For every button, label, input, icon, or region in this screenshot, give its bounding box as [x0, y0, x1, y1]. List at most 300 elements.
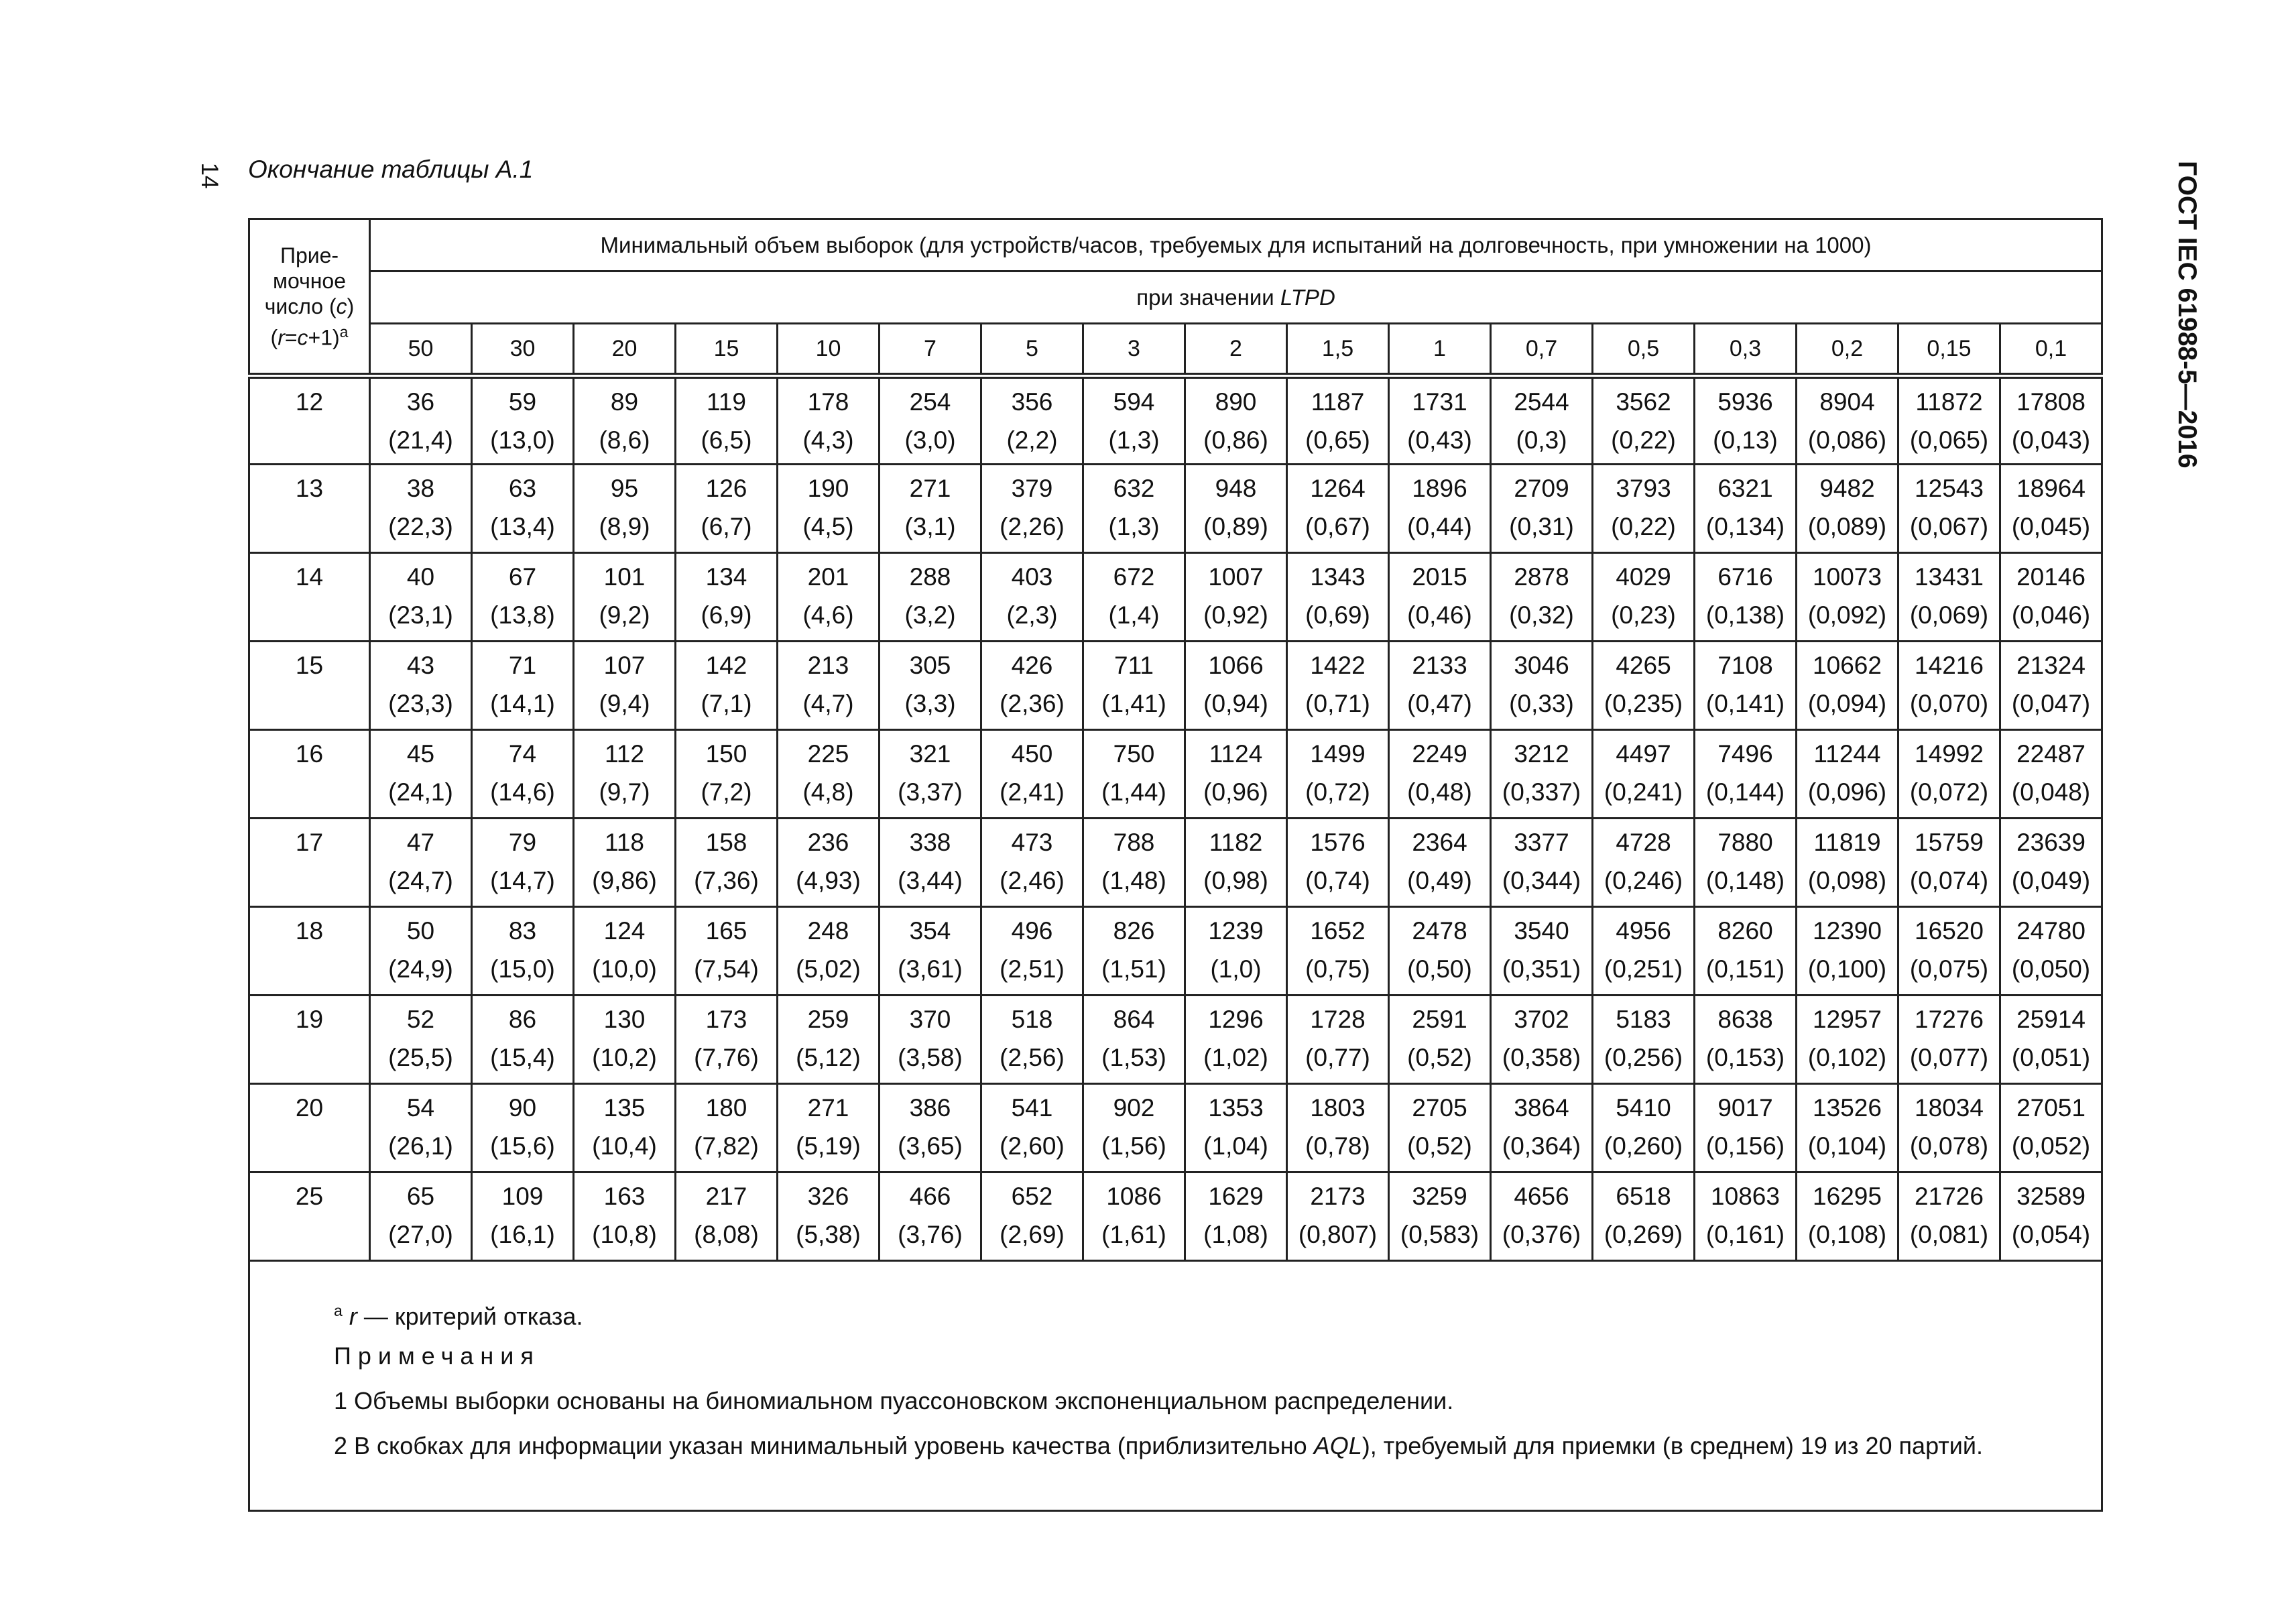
acceptance-number-cell: 16: [249, 730, 370, 819]
aql-value: (2,69): [1000, 1221, 1065, 1248]
aql-value: (0,078): [1909, 1132, 1989, 1160]
aql-value: (0,351): [1502, 955, 1581, 983]
sample-size-cell: [574, 730, 676, 819]
aql-value: (0,22): [1611, 513, 1676, 540]
aql-value: (0,047): [2011, 690, 2091, 717]
aql-value: (23,3): [388, 690, 453, 717]
sample-size-cell: [574, 642, 676, 730]
sample-size-cell: [574, 465, 676, 553]
sample-size-cell: [1898, 376, 2000, 465]
aql-value: (8,6): [599, 426, 650, 454]
sample-size-cell: [778, 1084, 880, 1173]
sample-size-value: 16295: [1813, 1183, 1882, 1210]
acceptance-number-cell: 15: [249, 642, 370, 730]
aql-value: (7,54): [694, 955, 759, 983]
sample-size-cell: [778, 1173, 880, 1261]
ltpd-value-header: 0,7: [1491, 324, 1593, 376]
sample-size-cell: [676, 819, 778, 907]
sample-size-cell: [370, 996, 472, 1084]
note-2: 2 В скобках для информации указан минимальный уровень качества (приблизительно AQL), требуемый для приемки (в среднем) 19 из 20 партий.: [334, 1432, 1984, 1459]
sample-size-cell: [981, 1173, 1083, 1261]
aql-value: (0,807): [1298, 1221, 1378, 1248]
sample-size-cell: [981, 642, 1083, 730]
aql-value: (0,77): [1305, 1044, 1370, 1071]
sample-size-value: 2591: [1412, 1006, 1467, 1033]
sample-size-value: 403: [1011, 563, 1053, 591]
aql-value: (4,93): [796, 867, 861, 894]
sample-size-cell: [880, 642, 981, 730]
sample-size-cell: [1287, 819, 1389, 907]
sample-size-cell: [1797, 730, 1898, 819]
sample-size-value: 3259: [1412, 1183, 1467, 1210]
aql-value: (21,4): [388, 426, 453, 454]
sample-size-cell: [472, 376, 574, 465]
sample-size-value: 10662: [1813, 652, 1882, 679]
aql-value: (22,3): [388, 513, 453, 540]
sample-size-cell: [778, 996, 880, 1084]
sample-size-value: 14992: [1915, 740, 1984, 768]
aql-value: (1,61): [1101, 1221, 1166, 1248]
sample-size-cell: [676, 465, 778, 553]
acceptance-number-cell: 17: [249, 819, 370, 907]
sample-size-value: 326: [807, 1183, 849, 1210]
sample-size-value: 6716: [1717, 563, 1773, 591]
sample-size-value: 109: [501, 1183, 544, 1210]
aql-value: (1,3): [1108, 513, 1160, 540]
aql-value: (0,31): [1509, 513, 1574, 540]
sample-size-cell: [1898, 1084, 2000, 1173]
sample-size-value: 24780: [2016, 917, 2086, 945]
sample-size-cell: [370, 376, 472, 465]
aql-value: (1,3): [1108, 426, 1160, 454]
page-number: 14: [196, 162, 223, 189]
ltpd-value-header: 5: [981, 324, 1083, 376]
sample-size-value: 2015: [1412, 563, 1467, 591]
sample-size-value: 38: [406, 475, 435, 502]
aql-value: (6,5): [701, 426, 752, 454]
ltpd-value-header: 1: [1389, 324, 1491, 376]
sample-size-value: 1728: [1310, 1006, 1366, 1033]
sample-size-cell: [1185, 996, 1287, 1084]
aql-value: (14,7): [490, 867, 555, 894]
aql-value: (0,52): [1407, 1044, 1472, 1071]
aql-value: (4,3): [802, 426, 854, 454]
aql-value: (0,44): [1407, 513, 1472, 540]
sample-size-value: 86: [508, 1006, 537, 1033]
sample-size-value: 101: [603, 563, 646, 591]
sample-size-value: 1066: [1208, 652, 1264, 679]
aql-value: (2,41): [1000, 778, 1065, 806]
sample-size-cell: [676, 1173, 778, 1261]
aql-value: (5,19): [796, 1132, 861, 1160]
sample-size-cell: [1491, 996, 1593, 1084]
sample-size-value: 36: [406, 388, 435, 416]
sample-size-value: 496: [1011, 917, 1053, 945]
sample-size-value: 2709: [1514, 475, 1569, 502]
aql-value: (0,046): [2011, 601, 2091, 629]
sample-size-cell: [1083, 465, 1185, 553]
aql-value: (0,92): [1203, 601, 1268, 629]
sample-size-cell: [2000, 1084, 2102, 1173]
sample-size-cell: [1695, 1173, 1797, 1261]
aql-value: (0,086): [1807, 426, 1887, 454]
sample-size-value: 10863: [1711, 1183, 1780, 1210]
table-row: [249, 730, 2102, 819]
aql-value: (8,9): [599, 513, 650, 540]
aql-value: (0,22): [1611, 426, 1676, 454]
aql-value: (0,583): [1400, 1221, 1479, 1248]
aql-value: (0,043): [2011, 426, 2091, 454]
aql-value: (4,8): [802, 778, 854, 806]
sample-size-cell: [1287, 465, 1389, 553]
aql-value: (4,6): [802, 601, 854, 629]
table-row: [249, 1173, 2102, 1261]
ltpd-subheader: при значении LTPD: [370, 272, 2102, 324]
aql-value: (0,151): [1705, 955, 1785, 983]
sample-size-cell: [1083, 642, 1185, 730]
sample-size-value: 12957: [1813, 1006, 1882, 1033]
aql-value: (5,38): [796, 1221, 861, 1248]
sample-size-cell: [1695, 819, 1797, 907]
aql-value: (0,108): [1807, 1221, 1887, 1248]
aql-value: (0,260): [1604, 1132, 1683, 1160]
footnote-a: $^a$ r — критерий отказа.: [334, 1302, 583, 1330]
sample-size-value: 118: [605, 829, 644, 856]
sample-size-value: 305: [909, 652, 951, 679]
sample-size-value: 20146: [2016, 563, 2086, 591]
aql-value: (0,072): [1909, 778, 1989, 806]
sample-size-value: 271: [909, 475, 951, 502]
sample-size-value: 3702: [1514, 1006, 1569, 1033]
sample-size-cell: [1389, 907, 1491, 996]
note-1: 1 Объемы выборки основаны на биномиальном пуассоновском экспоненциальном распределении.: [334, 1387, 1454, 1415]
aql-value: (0,096): [1807, 778, 1887, 806]
sample-size-value: 9017: [1717, 1094, 1773, 1122]
sample-size-cell: [1695, 996, 1797, 1084]
sample-size-cell: [370, 465, 472, 553]
sample-size-cell: [880, 907, 981, 996]
sample-size-value: 338: [909, 829, 951, 856]
sample-size-value: 8638: [1717, 1006, 1773, 1033]
sample-size-cell: [1898, 819, 2000, 907]
sample-size-cell: [1185, 1084, 1287, 1173]
aql-value: (0,104): [1807, 1132, 1887, 1160]
sample-size-cell: [472, 819, 574, 907]
sample-size-value: 65: [406, 1183, 435, 1210]
sample-size-cell: [574, 996, 676, 1084]
sample-size-value: 3377: [1514, 829, 1569, 856]
sample-size-value: 89: [610, 388, 639, 416]
sample-size-cell: [574, 376, 676, 465]
aql-value: (2,3): [1006, 601, 1058, 629]
sample-size-value: 178: [807, 388, 849, 416]
sample-size-cell: [1491, 907, 1593, 996]
sample-size-value: 7108: [1717, 652, 1773, 679]
sample-size-cell: [574, 1173, 676, 1261]
sample-size-value: 5936: [1717, 388, 1773, 416]
sample-size-cell: [1083, 1173, 1185, 1261]
sample-size-cell: [1287, 1084, 1389, 1173]
sample-size-cell: [1389, 996, 1491, 1084]
sample-size-value: 2364: [1412, 829, 1467, 856]
sample-size-value: 67: [508, 563, 537, 591]
aql-value: (10,4): [592, 1132, 657, 1160]
sample-size-value: 201: [807, 563, 849, 591]
aql-value: (0,65): [1305, 426, 1370, 454]
sample-size-value: 386: [909, 1094, 951, 1122]
sample-size-value: 10073: [1813, 563, 1882, 591]
sample-size-cell: [1389, 730, 1491, 819]
sample-size-cell: [1389, 465, 1491, 553]
aql-value: (0,256): [1604, 1044, 1683, 1071]
sample-size-cell: [1185, 553, 1287, 642]
sample-size-cell: [1797, 996, 1898, 1084]
aql-value: (7,36): [694, 867, 759, 894]
sample-size-cell: [778, 819, 880, 907]
sample-size-cell: [1083, 996, 1185, 1084]
sample-size-value: 79: [508, 829, 537, 856]
sample-size-value: 71: [508, 652, 537, 679]
sample-size-cell: [2000, 553, 2102, 642]
sample-size-cell: [1287, 996, 1389, 1084]
sample-size-cell: [574, 553, 676, 642]
aql-value: (0,48): [1407, 778, 1472, 806]
sample-size-cell: [2000, 642, 2102, 730]
sample-size-value: 13431: [1915, 563, 1984, 591]
sample-size-value: 27051: [2016, 1094, 2086, 1122]
sample-size-value: 32589: [2016, 1183, 2086, 1210]
aql-value: (3,61): [898, 955, 963, 983]
aql-value: (15,6): [490, 1132, 555, 1160]
sample-size-cell: [1389, 1173, 1491, 1261]
sample-size-cell: [1491, 1173, 1593, 1261]
aql-value: (13,4): [490, 513, 555, 540]
acceptance-number-cell: 19: [249, 996, 370, 1084]
ltpd-value-header: 50: [370, 324, 472, 376]
sample-size-cell: [1898, 642, 2000, 730]
sample-size-cell: [1287, 907, 1389, 996]
aql-value: (25,5): [388, 1044, 453, 1071]
aql-value: (0,337): [1502, 778, 1581, 806]
sample-size-cell: [1185, 465, 1287, 553]
aql-value: (0,138): [1705, 601, 1785, 629]
sample-size-cell: [1695, 730, 1797, 819]
sample-size-cell: [1593, 1173, 1695, 1261]
aql-value: (1,0): [1210, 955, 1262, 983]
ltpd-value-header: 10: [778, 324, 880, 376]
sample-size-cell: [1185, 376, 1287, 465]
ltpd-value-header: 0,3: [1695, 324, 1797, 376]
sample-size-value: 254: [909, 388, 951, 416]
sample-size-cell: [778, 465, 880, 553]
sample-size-value: 1499: [1310, 740, 1366, 768]
sample-size-cell: [1491, 1084, 1593, 1173]
sample-size-cell: [472, 553, 574, 642]
sample-size-cell: [880, 1173, 981, 1261]
sample-size-cell: [1491, 376, 1593, 465]
aql-value: (2,2): [1006, 426, 1058, 454]
sample-size-cell: [880, 553, 981, 642]
sample-size-value: 180: [705, 1094, 747, 1122]
sample-size-value: 356: [1011, 388, 1053, 416]
sample-size-value: 3793: [1616, 475, 1671, 502]
sample-size-value: 7880: [1717, 829, 1773, 856]
aql-value: (0,52): [1407, 1132, 1472, 1160]
aql-value: (2,60): [1000, 1132, 1065, 1160]
ltpd-values-row: [249, 324, 2102, 376]
aql-value: (0,077): [1909, 1044, 1989, 1071]
sample-size-cell: [778, 642, 880, 730]
aql-value: (6,9): [701, 601, 752, 629]
sample-size-value: 8904: [1819, 388, 1875, 416]
sample-size-cell: [1797, 1084, 1898, 1173]
aql-value: (0,71): [1305, 690, 1370, 717]
sample-size-value: 2478: [1412, 917, 1467, 945]
aql-value: (0,153): [1705, 1044, 1785, 1071]
aql-value: (0,72): [1305, 778, 1370, 806]
aql-value: (0,134): [1705, 513, 1785, 540]
sample-size-value: 17808: [2016, 388, 2086, 416]
sample-size-value: 63: [508, 475, 537, 502]
aql-value: (1,48): [1101, 867, 1166, 894]
sample-size-cell: [472, 1084, 574, 1173]
aql-value: (0,089): [1807, 513, 1887, 540]
sample-size-cell: [1898, 907, 2000, 996]
ltpd-value-header: 3: [1083, 324, 1185, 376]
sample-size-value: 379: [1011, 475, 1053, 502]
sample-size-cell: [1593, 465, 1695, 553]
aql-value: (0,67): [1305, 513, 1370, 540]
sample-size-cell: [1797, 907, 1898, 996]
sample-size-cell: [1287, 1173, 1389, 1261]
acceptance-number-header: Прие- мочное число (c) (r=c+1)$^a$: [249, 219, 370, 376]
aql-value: (3,2): [904, 601, 956, 629]
sample-size-cell: [1898, 1173, 2000, 1261]
sample-size-cell: [2000, 907, 2102, 996]
sample-size-cell: [1083, 730, 1185, 819]
sample-size-value: 217: [705, 1183, 747, 1210]
aql-value: (3,44): [898, 867, 963, 894]
sample-size-value: 259: [807, 1006, 849, 1033]
aql-value: (27,0): [388, 1221, 453, 1248]
sample-size-value: 1187: [1311, 388, 1365, 416]
ltpd-value-header: 7: [880, 324, 981, 376]
sample-size-cell: [880, 376, 981, 465]
sample-size-value: 632: [1113, 475, 1155, 502]
aql-value: (0,74): [1305, 867, 1370, 894]
aql-value: (0,144): [1705, 778, 1785, 806]
aql-value: (0,094): [1807, 690, 1887, 717]
sample-size-cell: [2000, 465, 2102, 553]
aql-value: (10,0): [592, 955, 657, 983]
aql-value: (1,02): [1203, 1044, 1268, 1071]
aql-value: (2,46): [1000, 867, 1065, 894]
aql-value: (26,1): [388, 1132, 453, 1160]
sample-size-cell: [778, 907, 880, 996]
aql-value: (0,32): [1509, 601, 1574, 629]
sample-size-value: 135: [603, 1094, 646, 1122]
sample-size-cell: [1185, 819, 1287, 907]
sample-size-cell: [370, 1173, 472, 1261]
sample-size-value: 5183: [1616, 1006, 1671, 1033]
sample-size-value: 52: [406, 1006, 435, 1033]
sample-size-cell: [676, 730, 778, 819]
aql-value: (1,53): [1101, 1044, 1166, 1071]
sample-size-value: 6518: [1616, 1183, 1671, 1210]
sample-size-cell: [1389, 553, 1491, 642]
ltpd-value-header: 0,5: [1593, 324, 1695, 376]
sample-size-value: 13526: [1813, 1094, 1882, 1122]
sample-size-cell: [1695, 1084, 1797, 1173]
sample-size-value: 1296: [1208, 1006, 1264, 1033]
sample-size-value: 826: [1113, 917, 1155, 945]
aql-value: (24,7): [388, 867, 453, 894]
aql-value: (0,050): [2011, 955, 2091, 983]
sample-size-value: 43: [406, 652, 435, 679]
sample-size-value: 40: [406, 563, 435, 591]
sample-size-value: 12543: [1915, 475, 1984, 502]
aql-value: (0,098): [1807, 867, 1887, 894]
sample-size-cell: [1898, 553, 2000, 642]
aql-value: (0,364): [1502, 1132, 1581, 1160]
aql-value: (0,156): [1705, 1132, 1785, 1160]
sample-size-cell: [1898, 996, 2000, 1084]
aql-value: (0,50): [1407, 955, 1472, 983]
aql-value: (0,358): [1502, 1044, 1581, 1071]
sample-size-value: 4656: [1514, 1183, 1569, 1210]
sample-size-value: 130: [603, 1006, 646, 1033]
sample-size-cell: [1797, 376, 1898, 465]
sample-size-cell: [1695, 465, 1797, 553]
aql-value: (0,051): [2011, 1044, 2091, 1071]
sample-size-value: 1264: [1310, 475, 1366, 502]
aql-value: (7,82): [694, 1132, 759, 1160]
aql-value: (0,86): [1203, 426, 1268, 454]
sample-size-cell: [778, 553, 880, 642]
sample-size-value: 59: [508, 388, 537, 416]
sample-size-cell: [1491, 553, 1593, 642]
sample-size-cell: [472, 1173, 574, 1261]
sample-size-value: 107: [603, 652, 646, 679]
sample-size-value: 288: [909, 563, 951, 591]
sample-size-value: 1007: [1208, 563, 1264, 591]
sample-size-value: 1731: [1412, 388, 1467, 416]
aql-value: (14,1): [490, 690, 555, 717]
sample-size-value: 190: [807, 475, 849, 502]
notes-heading: Примечания: [334, 1342, 540, 1370]
acceptance-number-cell: 25: [249, 1173, 370, 1261]
sample-size-cell: [1389, 642, 1491, 730]
sample-size-value: 541: [1011, 1094, 1053, 1122]
acceptance-number-cell: 18: [249, 907, 370, 996]
aql-value: (13,0): [490, 426, 555, 454]
aql-value: (0,94): [1203, 690, 1268, 717]
sample-size-cell: [1083, 1084, 1185, 1173]
sample-size-cell: [981, 553, 1083, 642]
sample-size-cell: [472, 642, 574, 730]
sample-size-value: 3212: [1514, 740, 1569, 768]
ltpd-value-header: 0,2: [1797, 324, 1898, 376]
sample-size-cell: [778, 730, 880, 819]
aql-value: (2,56): [1000, 1044, 1065, 1071]
aql-value: (0,065): [1909, 426, 1989, 454]
sample-size-cell: [981, 819, 1083, 907]
sample-size-cell: [1593, 730, 1695, 819]
aql-value: (0,045): [2011, 513, 2091, 540]
aql-value: (0,98): [1203, 867, 1268, 894]
sample-size-cell: [1593, 907, 1695, 996]
sample-size-cell: [2000, 376, 2102, 465]
